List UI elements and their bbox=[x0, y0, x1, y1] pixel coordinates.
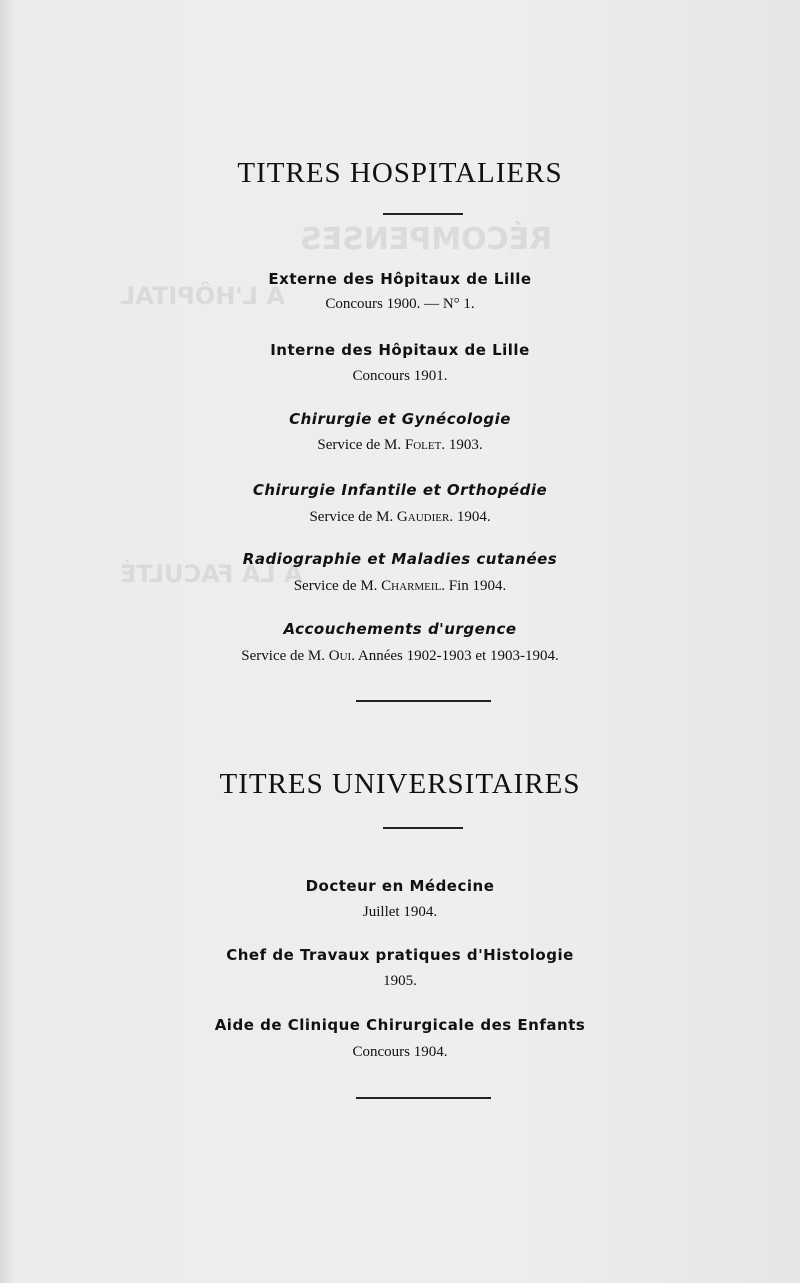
entry-detail-prefix: Service de M. bbox=[317, 437, 405, 453]
divider bbox=[383, 827, 463, 829]
entry-detail: Juillet 1904. bbox=[362, 904, 438, 920]
entry-detail: 1905. bbox=[383, 973, 417, 989]
entry-detail bbox=[0, 648, 800, 665]
entry-detail-suffix: . 1904. bbox=[449, 509, 491, 525]
entry-title: Chirurgie Infantile et Orthopédie bbox=[252, 481, 548, 499]
entry-detail: Concours 1900. — N° 1. bbox=[325, 296, 475, 312]
physician-name: Oui bbox=[328, 648, 352, 664]
bleed-through-text: A L'HÔPITAL bbox=[120, 282, 285, 310]
bleed-through-text: A LA FACULTÉ bbox=[120, 560, 303, 588]
section-title-universitaires: TITRES UNIVERSITAIRES bbox=[219, 768, 581, 800]
entry-detail bbox=[0, 578, 800, 595]
entry-title: Interne des Hôpitaux de Lille bbox=[270, 341, 530, 359]
entry-detail-suffix: . Années 1902-1903 et 1903-1904. bbox=[351, 648, 559, 664]
entry-title: Aide de Clinique Chirurgicale des Enfants bbox=[214, 1016, 586, 1034]
entry-title: Externe des Hôpitaux de Lille bbox=[268, 270, 532, 288]
divider bbox=[383, 213, 463, 215]
physician-name: Charmeil bbox=[381, 578, 442, 594]
entry-title: Chirurgie et Gynécologie bbox=[289, 410, 511, 428]
entry-title: Accouchements d'urgence bbox=[283, 620, 517, 638]
entry-detail: Concours 1904. bbox=[352, 1044, 448, 1060]
divider bbox=[356, 1097, 491, 1099]
entry-detail-suffix: . Fin 1904. bbox=[441, 578, 507, 594]
entry-detail-suffix: . 1903. bbox=[441, 437, 483, 453]
bleed-through-text: RÉCOMPENSES bbox=[300, 222, 553, 257]
physician-name: Gaudier bbox=[396, 509, 450, 525]
entry-detail-prefix: Service de M. bbox=[241, 648, 329, 664]
entry-detail-prefix: Service de M. bbox=[293, 578, 382, 594]
entry-title: Chef de Travaux pratiques d'Histologie bbox=[226, 946, 574, 964]
section-title-hospitaliers: TITRES HOSPITALIERS bbox=[237, 157, 563, 189]
entry-title: Docteur en Médecine bbox=[305, 877, 495, 895]
entry-title: Radiographie et Maladies cutanées bbox=[242, 550, 558, 568]
entry-detail bbox=[0, 437, 800, 454]
entry-detail bbox=[0, 509, 800, 526]
divider bbox=[356, 700, 491, 702]
physician-name: Folet bbox=[404, 437, 442, 453]
entry-detail: Concours 1901. bbox=[352, 368, 448, 384]
entry-detail-prefix: Service de M. bbox=[309, 509, 397, 525]
